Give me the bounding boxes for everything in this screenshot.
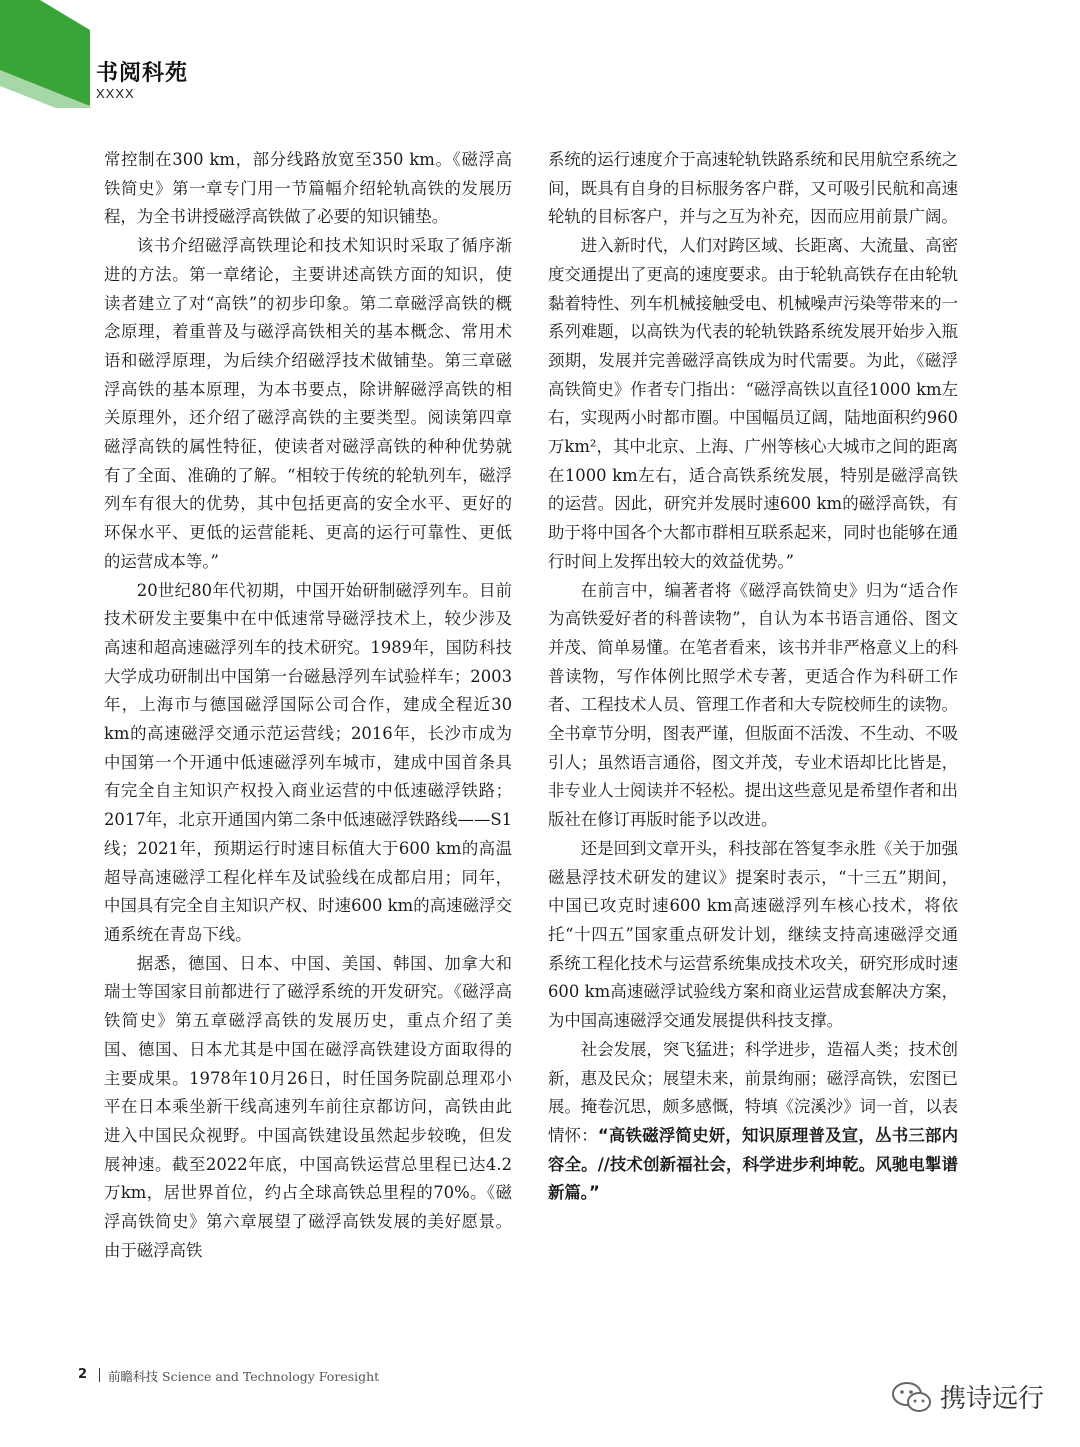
paragraph: 20世纪80年代初期，中国开始研制磁浮列车。目前技术研发主要集中在中低速常导磁浮技术上，较少涉及高速和超高速磁浮列车的技术研究。1989年，国防科技大学成功研制出中国第一台磁悬浮列车试验样车；2003年，上海市与德国磁浮国际公司合作，建成全程近30 km的高速磁浮交通示范运营线；2016年，长沙市成为中国第一个开通中低速磁浮列车城市，建成中国首条具有完全自主知识产权投入商业运营的中低速磁浮铁路；2017年，北京开通国内第二条中低速磁浮铁路线——S1线；2021年，预期运行时速目标值大于600 km的高温超导高速磁浮工程化样车及试验线在成都启用；同年，中国具有完全自主知识产权、时速600 km的高速磁浮交通系统在青岛下线。 — [104, 580, 512, 944]
paragraph: 还是回到文章开头，科技部在答复李永胜《关于加强磁悬浮技术研发的建议》提案时表示，“十三五”期间，中国已攻克时速600 km高速磁浮列车核心技术，将依托“十四五”国家重点研发计划，继续支持高速磁浮交通系统工程化技术与运营系统集成技术攻关，研究形成时速600 km高速磁浮试验线方案和商业运营成套解决方案，为中国高速磁浮交通发展提供科技支撑。 — [548, 838, 958, 1031]
paragraph: 该书介绍磁浮高铁理论和技术知识时采取了循序渐进的方法。第一章绪论，主要讲述高铁方面的知识，使读者建立了对“高铁”的初步印象。第二章磁浮高铁的概念原理，着重普及与磁浮高铁相关的基本概念、常用术语和磁浮原理，为后续介绍磁浮技术做铺垫。第三章磁浮高铁的基本原理，为本书要点，除讲解磁浮高铁的相关原理外，还介绍了磁浮高铁的主要类型。阅读第四章磁浮高铁的属性特征，使读者对磁浮高铁的种种优势就有了全面、准确的了解。“相较于传统的轮轨列车，磁浮列车有很大的优势，其中包括更高的安全水平、更好的环保水平、更低的运营能耗、更高的运行可靠性、更低的运营成本等。” — [104, 236, 512, 571]
paragraph: 常控制在300 km，部分线路放宽至350 km。《磁浮高铁简史》第一章专门用一节篇幅介绍轮轨高铁的发展历程，为全书讲授磁浮高铁做了必要的知识铺垫。 — [104, 150, 512, 227]
paragraph: 系统的运行速度介于高速轮轨铁路系统和民用航空系统之间，既具有自身的目标服务客户群，又可吸引民航和高速轮轨的目标客户，并与之互为补充，因而应用前景广阔。 — [548, 150, 958, 227]
publication-cn: 前瞻科技 — [108, 1369, 159, 1384]
left-column — [104, 146, 512, 1265]
paragraph: 据悉，德国、日本、中国、美国、韩国、加拿大和瑞士等国家目前都进行了磁浮系统的开发研究。《磁浮高铁简史》第五章磁浮高铁的发展历史，重点介绍了美国、德国、日本尤其是中国在磁浮高铁建设方面取得的主要成果。1978年10月26日，时任国务院副总理邓小平在日本乘坐新干线高速列车前往京都访问，高铁由此进入中国民众视野。中国高铁建设虽然起步较晚，但发展神速。截至2022年底，中国高铁运营总里程已达4.2万km，居世界首位，约占全球高铁总里程的70%。《磁浮高铁简史》第六章展望了磁浮高铁发展的美好愿景。由于磁浮高铁 — [104, 953, 512, 1260]
publication-en: Science and Technology Foresight — [162, 1369, 380, 1384]
poem-quote: “高铁磁浮简史妍，知识原理普及宣，丛书三部内容全。//技术创新福社会，科学进步利坤乾。风驰电掣谱新篇。” — [548, 1125, 958, 1203]
paragraph: 在前言中，编著者将《磁浮高铁简史》归为“适合作为高铁爱好者的科普读物”，自认为本书语言通俗、图文并茂、简单易懂。在笔者看来，该书并非严格意义上的科普读物，写作体例比照学术专著，更适合作为科研工作者、工程技术人员、管理工作者和大专院校师生的读物。全书章节分明，图表严谨，但版面不活泼、不生动、不吸引人；虽然语言通俗，图文并茂，专业术语却比比皆是，非专业人士阅读并不轻松。提出这些意见是希望作者和出版社在修订再版时能予以改进。 — [548, 580, 958, 830]
footer-divider — [99, 1368, 100, 1382]
closing-intro: 社会发展，突飞猛进；科学进步，造福人类；技术创新，惠及民众；展望未来，前景绚丽；磁浮高铁，宏图已展。掩卷沉思，颇多感慨，特填《浣溪沙》词一首，以表情怀： — [548, 1039, 958, 1145]
right-column — [548, 146, 958, 1208]
section-subtitle: XXXX — [96, 86, 135, 101]
publication-name — [108, 1367, 379, 1385]
page-number: 2 — [78, 1367, 88, 1382]
corner-accent — [0, 0, 100, 110]
section-title: 书阅科苑 — [96, 61, 189, 86]
paragraph: 进入新时代，人们对跨区域、长距离、大流量、高密度交通提出了更高的速度要求。由于轮轨高铁存在由轮轨黏着特性、列车机械接触受电、机械噪声污染等带来的一系列难题，以高铁为代表的轮轨铁路系统发展开始步入瓶颈期，发展并完善磁浮高铁成为时代需要。为此，《磁浮高铁简史》作者专门指出：“磁浮高铁以直径1000 km左右，实现两小时都市圈。中国幅员辽阔，陆地面积约960万km²，其中北京、上海、广州等核心大城市之间的距离在1000 km左右，适合高铁系统发展，特别是磁浮高铁的运营。因此，研究并发展时速600 km的磁浮高铁，有助于将中国各个大都市群相互联系起来，同时也能够在通行时间上发挥出较大的效益优势。” — [548, 236, 958, 571]
wechat-icon — [890, 1379, 934, 1415]
watermark-text: 携诗远行 — [940, 1384, 1045, 1414]
closing-paragraph — [548, 1036, 958, 1208]
watermark — [890, 1378, 1044, 1415]
